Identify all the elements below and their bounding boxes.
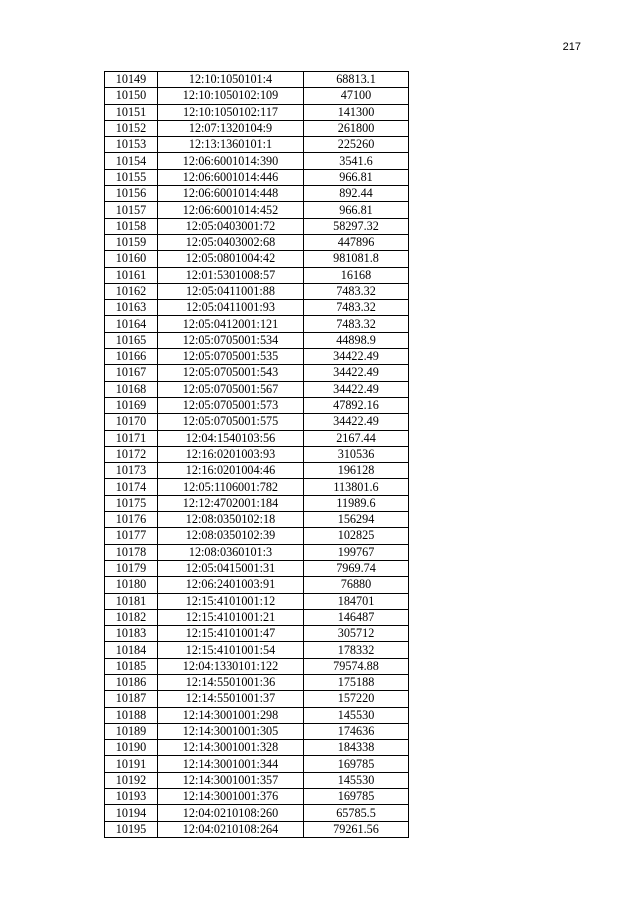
row-id-cell: 10187 <box>105 691 158 707</box>
table-row <box>105 153 409 169</box>
row-id-cell: 10153 <box>105 137 158 153</box>
cadastral-number-cell: 12:12:4702001:184 <box>158 495 304 511</box>
cadastral-number-cell: 12:05:0403001:72 <box>158 218 304 234</box>
row-id-cell: 10190 <box>105 740 158 756</box>
value-cell: 68813.1 <box>304 72 409 88</box>
table-row <box>105 397 409 413</box>
table-row <box>105 707 409 723</box>
value-cell: 11989.6 <box>304 495 409 511</box>
table-row <box>105 414 409 430</box>
value-cell: 102825 <box>304 528 409 544</box>
row-id-cell: 10165 <box>105 332 158 348</box>
cadastral-number-cell: 12:14:3001001:328 <box>158 740 304 756</box>
value-cell: 261800 <box>304 120 409 136</box>
table-row <box>105 251 409 267</box>
row-id-cell: 10189 <box>105 723 158 739</box>
row-id-cell: 10150 <box>105 88 158 104</box>
cadastral-number-cell: 12:05:0705001:567 <box>158 381 304 397</box>
cadastral-number-cell: 12:16:0201003:93 <box>158 446 304 462</box>
value-cell: 169785 <box>304 789 409 805</box>
cadastral-number-cell: 12:14:3001001:344 <box>158 756 304 772</box>
cadastral-number-cell: 12:05:0801004:42 <box>158 251 304 267</box>
value-cell: 145530 <box>304 772 409 788</box>
value-cell: 184701 <box>304 593 409 609</box>
row-id-cell: 10152 <box>105 120 158 136</box>
value-cell: 981081.8 <box>304 251 409 267</box>
row-id-cell: 10158 <box>105 218 158 234</box>
cadastral-number-cell: 12:10:1050101:4 <box>158 72 304 88</box>
row-id-cell: 10192 <box>105 772 158 788</box>
cadastral-number-cell: 12:05:0411001:93 <box>158 300 304 316</box>
cadastral-number-cell: 12:14:5501001:37 <box>158 691 304 707</box>
row-id-cell: 10174 <box>105 479 158 495</box>
table-row <box>105 267 409 283</box>
row-id-cell: 10166 <box>105 349 158 365</box>
row-id-cell: 10175 <box>105 495 158 511</box>
cadastral-number-cell: 12:05:0415001:31 <box>158 560 304 576</box>
cadastral-number-cell: 12:05:0705001:575 <box>158 414 304 430</box>
table-row <box>105 756 409 772</box>
cadastral-number-cell: 12:01:5301008:57 <box>158 267 304 283</box>
value-cell: 34422.49 <box>304 414 409 430</box>
cadastral-number-cell: 12:05:0705001:534 <box>158 332 304 348</box>
row-id-cell: 10179 <box>105 560 158 576</box>
cadastral-number-cell: 12:15:4101001:12 <box>158 593 304 609</box>
row-id-cell: 10188 <box>105 707 158 723</box>
value-cell: 174636 <box>304 723 409 739</box>
table-row <box>105 674 409 690</box>
cadastral-number-cell: 12:05:0705001:543 <box>158 365 304 381</box>
value-cell: 146487 <box>304 609 409 625</box>
row-id-cell: 10162 <box>105 283 158 299</box>
value-cell: 44898.9 <box>304 332 409 348</box>
row-id-cell: 10195 <box>105 821 158 837</box>
value-cell: 7483.32 <box>304 300 409 316</box>
row-id-cell: 10170 <box>105 414 158 430</box>
cadastral-number-cell: 12:04:0210108:264 <box>158 821 304 837</box>
cadastral-number-cell: 12:05:0403002:68 <box>158 234 304 250</box>
cadastral-number-cell: 12:14:3001001:305 <box>158 723 304 739</box>
cadastral-number-cell: 12:04:1330101:122 <box>158 658 304 674</box>
cadastral-number-cell: 12:15:4101001:47 <box>158 626 304 642</box>
value-cell: 7969.74 <box>304 560 409 576</box>
value-cell: 157220 <box>304 691 409 707</box>
value-cell: 892.44 <box>304 186 409 202</box>
value-cell: 76880 <box>304 577 409 593</box>
value-cell: 2167.44 <box>304 430 409 446</box>
row-id-cell: 10186 <box>105 674 158 690</box>
cadastral-number-cell: 12:08:0350102:18 <box>158 512 304 528</box>
table-row <box>105 88 409 104</box>
page-number: 217 <box>562 41 581 53</box>
row-id-cell: 10184 <box>105 642 158 658</box>
cadastral-number-cell: 12:07:1320104:9 <box>158 120 304 136</box>
value-cell: 199767 <box>304 544 409 560</box>
cadastral-number-cell: 12:08:0350102:39 <box>158 528 304 544</box>
row-id-cell: 10159 <box>105 234 158 250</box>
value-cell: 184338 <box>304 740 409 756</box>
value-cell: 47100 <box>304 88 409 104</box>
cadastral-number-cell: 12:05:0705001:535 <box>158 349 304 365</box>
value-cell: 196128 <box>304 463 409 479</box>
table-row <box>105 479 409 495</box>
row-id-cell: 10154 <box>105 153 158 169</box>
row-id-cell: 10171 <box>105 430 158 446</box>
value-cell: 113801.6 <box>304 479 409 495</box>
table-row <box>105 365 409 381</box>
table-row <box>105 120 409 136</box>
row-id-cell: 10185 <box>105 658 158 674</box>
row-id-cell: 10183 <box>105 626 158 642</box>
row-id-cell: 10191 <box>105 756 158 772</box>
value-cell: 141300 <box>304 104 409 120</box>
table-row <box>105 821 409 837</box>
table-row <box>105 723 409 739</box>
value-cell: 169785 <box>304 756 409 772</box>
table-row <box>105 218 409 234</box>
cadastral-number-cell: 12:10:1050102:109 <box>158 88 304 104</box>
value-cell: 178332 <box>304 642 409 658</box>
table-row <box>105 381 409 397</box>
row-id-cell: 10177 <box>105 528 158 544</box>
value-cell: 3541.6 <box>304 153 409 169</box>
cadastral-number-cell: 12:14:3001001:357 <box>158 772 304 788</box>
row-id-cell: 10169 <box>105 397 158 413</box>
value-cell: 34422.49 <box>304 381 409 397</box>
table-row <box>105 234 409 250</box>
row-id-cell: 10149 <box>105 72 158 88</box>
table-row <box>105 528 409 544</box>
value-cell: 16168 <box>304 267 409 283</box>
value-cell: 305712 <box>304 626 409 642</box>
table-row <box>105 300 409 316</box>
row-id-cell: 10161 <box>105 267 158 283</box>
table-row <box>105 593 409 609</box>
row-id-cell: 10173 <box>105 463 158 479</box>
value-cell: 225260 <box>304 137 409 153</box>
table-row <box>105 72 409 88</box>
value-cell: 47892.16 <box>304 397 409 413</box>
table-row <box>105 512 409 528</box>
value-cell: 65785.5 <box>304 805 409 821</box>
value-cell: 175188 <box>304 674 409 690</box>
value-cell: 145530 <box>304 707 409 723</box>
row-id-cell: 10157 <box>105 202 158 218</box>
value-cell: 966.81 <box>304 169 409 185</box>
cadastral-number-cell: 12:13:1360101:1 <box>158 137 304 153</box>
cadastral-number-cell: 12:06:6001014:390 <box>158 153 304 169</box>
row-id-cell: 10193 <box>105 789 158 805</box>
cadastral-number-cell: 12:04:1540103:56 <box>158 430 304 446</box>
table-row <box>105 740 409 756</box>
value-cell: 79574.88 <box>304 658 409 674</box>
cadastral-number-cell: 12:08:0360101:3 <box>158 544 304 560</box>
cadastral-number-cell: 12:04:0210108:260 <box>158 805 304 821</box>
table-row <box>105 642 409 658</box>
table-row <box>105 772 409 788</box>
data-table <box>104 71 409 838</box>
cadastral-number-cell: 12:05:0705001:573 <box>158 397 304 413</box>
cadastral-number-cell: 12:15:4101001:21 <box>158 609 304 625</box>
table-row <box>105 789 409 805</box>
cadastral-number-cell: 12:14:3001001:298 <box>158 707 304 723</box>
table-row <box>105 169 409 185</box>
table-row <box>105 316 409 332</box>
row-id-cell: 10163 <box>105 300 158 316</box>
table-row <box>105 495 409 511</box>
cadastral-number-cell: 12:05:0412001:121 <box>158 316 304 332</box>
cadastral-number-cell: 12:06:6001014:448 <box>158 186 304 202</box>
value-cell: 7483.32 <box>304 283 409 299</box>
table-row <box>105 186 409 202</box>
row-id-cell: 10160 <box>105 251 158 267</box>
table-row <box>105 560 409 576</box>
row-id-cell: 10181 <box>105 593 158 609</box>
row-id-cell: 10168 <box>105 381 158 397</box>
table-row <box>105 446 409 462</box>
row-id-cell: 10178 <box>105 544 158 560</box>
value-cell: 7483.32 <box>304 316 409 332</box>
row-id-cell: 10176 <box>105 512 158 528</box>
row-id-cell: 10167 <box>105 365 158 381</box>
cadastral-number-cell: 12:14:3001001:376 <box>158 789 304 805</box>
row-id-cell: 10182 <box>105 609 158 625</box>
row-id-cell: 10180 <box>105 577 158 593</box>
value-cell: 447896 <box>304 234 409 250</box>
table-row <box>105 430 409 446</box>
value-cell: 79261.56 <box>304 821 409 837</box>
row-id-cell: 10164 <box>105 316 158 332</box>
value-cell: 34422.49 <box>304 365 409 381</box>
cadastral-number-cell: 12:15:4101001:54 <box>158 642 304 658</box>
cadastral-number-cell: 12:05:1106001:782 <box>158 479 304 495</box>
cadastral-number-cell: 12:10:1050102:117 <box>158 104 304 120</box>
table-row <box>105 658 409 674</box>
cadastral-number-cell: 12:06:6001014:452 <box>158 202 304 218</box>
cadastral-number-cell: 12:16:0201004:46 <box>158 463 304 479</box>
table-row <box>105 332 409 348</box>
table-row <box>105 283 409 299</box>
table-row <box>105 577 409 593</box>
value-cell: 156294 <box>304 512 409 528</box>
table-row <box>105 137 409 153</box>
table-row <box>105 626 409 642</box>
table-row <box>105 691 409 707</box>
value-cell: 58297.32 <box>304 218 409 234</box>
row-id-cell: 10156 <box>105 186 158 202</box>
table-body <box>105 72 409 838</box>
cadastral-number-cell: 12:05:0411001:88 <box>158 283 304 299</box>
cadastral-number-cell: 12:14:5501001:36 <box>158 674 304 690</box>
row-id-cell: 10155 <box>105 169 158 185</box>
row-id-cell: 10172 <box>105 446 158 462</box>
table-row <box>105 609 409 625</box>
table-row <box>105 349 409 365</box>
table-row <box>105 544 409 560</box>
row-id-cell: 10151 <box>105 104 158 120</box>
value-cell: 966.81 <box>304 202 409 218</box>
table-row <box>105 104 409 120</box>
cadastral-number-cell: 12:06:6001014:446 <box>158 169 304 185</box>
value-cell: 34422.49 <box>304 349 409 365</box>
value-cell: 310536 <box>304 446 409 462</box>
row-id-cell: 10194 <box>105 805 158 821</box>
cadastral-number-cell: 12:06:2401003:91 <box>158 577 304 593</box>
table-row <box>105 463 409 479</box>
table-row <box>105 202 409 218</box>
table-row <box>105 805 409 821</box>
